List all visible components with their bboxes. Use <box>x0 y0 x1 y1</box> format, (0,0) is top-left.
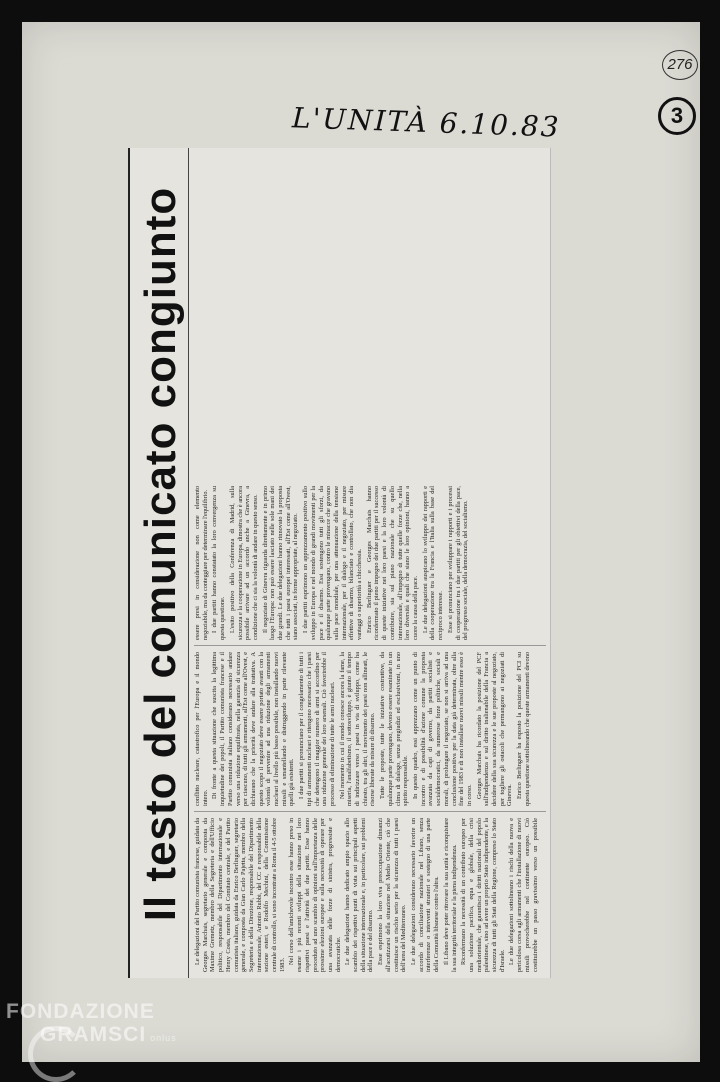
article-paragraph: Le due delegazioni considerano necessario favorire un accordo di conciliazione nazionale nel Libano, senza interferenze o interventi stranieri e sostegno di una parte della Comunità libanese contro l'altra. <box>409 818 441 972</box>
article-paragraph: Nel corso dell'amichevole incontro esse hanno preso in esame i più recenti sviluppi della situazione nei loro rispettivi paesi e l'attività dei due partiti. Esse hanno proceduto ad uno scambio di opinioni sull'importanza delle prossime elezioni europee e sulla necessità di operare per una avanzata delle forze di sinistra, progressiste e democratiche. <box>288 818 342 972</box>
watermark-line-1: FONDAZIONE <box>6 1000 155 1023</box>
clipping-headline: Il testo del comunicato congiunto <box>136 186 185 922</box>
article-paragraph: Esse esprimono la loro viva preoccupazione dinnanzi all'acutizzarsi della situazione nel Medio Oriente, ciò che costituisce un rischio serio per la sicurezza di tutti i paesi dell'area del Mediterraneo. <box>377 818 408 972</box>
article-paragraph: Enrico Berlinguer e Georges Marchais hanno riconfermato il pieno impegno dei due partiti per il successo di queste iniziative nei loro paesi e la loro volontà di contribuire, sia sul piano nazionale che su quello internazionale, all'impegno di tutte quelle forze che, nella loro diversità e quali che siano le loro opinioni, hanno a cuore la causa della pace. <box>365 486 419 640</box>
article-paragraph: Le due delegazioni hanno dedicato ampio spazio allo scambio dei rispettivi punti di vista sui principali aspetti della situazione internazionale e, in particolare, sui problemi della pace e del disarmo. <box>344 818 375 972</box>
article-paragraph: Di fronte a questa situazione che suscita la legittima inquietudine dei popoli, il Partito comunista francese e il Partito comunista italiano considerano necessario andare verso una riduzione equilibrata, nella garanzia di sicurezza per ciascuno, di tutti gli armamenti, all'Est come all'Ovest, e dichiarano che la priorità deve andare alla trattativa. A questo scopo il negoziato deve essere portato avanti con la volontà di pervenire ad una riduzione degli armamenti nucleari al livello più basso possibile, non installando nuovi missili e smantellando e distruggendo in parte rilevante quelli già esistenti. <box>211 652 296 806</box>
fondazione-gramsci-watermark <box>6 1000 177 1050</box>
handwritten-source-note: L'UNITÀ 6.10.83 <box>291 101 562 144</box>
article-paragraph: I due partiti esprimono un apprezzamento positivo sullo sviluppo in Europa e nel mondo di grandi movimenti per la pace e il disarmo. Essi sostengono tutti gli sforzi, da qualunque parte provengano, contro le minacce che gravano sulla pace mondiale, per una attenuazione della tensione internazionale, per il dialogo e il negoziato, per misure effettive di disarmo, bilanciato e controllato, che non dia vantaggi o superiorità a chicchessia. <box>302 486 364 640</box>
article-paragraph: Il negoziato di Ginevra riguarda direttamente e in primo luogo l'Europa: non può essere lasciato nelle sole mani dei due grandi. Le due delegazioni hanno rinnovato la proposta che tutti i paesi europei interessati, all'Est come all'Ovest, siano associati, in forme appropriate, al negoziato. <box>261 486 300 640</box>
article-paragraph: Nel momento in cui il mondo conosce ancora la fame, la miseria, l'analfabetismo, il sottosviluppo, è giunto il tempo di indirizzare verso i paesi in via di sviluppo, come ha chiesto, tra gli altri, il movimento dei paesi non allineati, le risorse liberate da misure di disarmo. <box>338 652 377 806</box>
article-paragraph: Riconfermano la necessità di un contributo europeo per una soluzione pacifica, equa e globale, della crisi mediorientale, che garantisca i diritti nazionali del popolo palestinese, sino ad avere un proprio Stato indipendente, e la sicurezza di tutti gli Stati della Regione, compreso lo Stato d'Israele. <box>460 818 506 972</box>
page-marker: 3 <box>658 97 696 135</box>
archive-number: 276 <box>662 50 698 80</box>
article-paragraph: Enrico Berlinguer ha esposto la posizione del PCI su questa questione sottolineando che queste armamenti devono essere presi in considerazione non come elemento negoziabile, ma da conteggiare per determinare l'equilibrio. <box>194 486 531 806</box>
article-paragraph: Le due delegazioni sottolineano i rischi della nuova e pericolosa corsa agli armamenti che l'installazione di nuovi missili provocherebbe nel continente europeo. Ciò costituirebbe un passo gravissimo verso un possibile conflitto nucleare, catastrofico per l'Europa e il mondo intero. <box>194 652 539 972</box>
article-paragraph: Le due delegazioni auspicano lo sviluppo dei rapporti e della cooperazione tra la Francia e l'Italia sulla base del reciproco interesse. <box>421 486 445 640</box>
article-paragraph: Esse si pronunciano per sviluppare i rapporti e i processi di cooperazione tra i due partiti per gli obiettivi della pace, del progresso sociale, della democrazia, del socialismo. <box>446 486 470 640</box>
watermark-onlus: onlus <box>150 1033 177 1043</box>
article-paragraph: Le delegazioni del Partito comunista francese, guidata da Georges Marchais, segretario generale e composta da Maxime Gremetz, membro della Segreteria e dell'Ufficio politico, responsabile del Dipartimento internazionale e Henry Costa, membro del Comitato centrale, e del Partito comunista italiano, guidata da Enrico Berlinguer, segretario generale, e composta da Gian Carlo Pajetta, membro della Segreteria e della Direzione, responsabile del Dipartimento internazionale, Antonio Rubbi, del CC e responsabile della sezione esteri, e Rodolfo Mechini, della Commissione centrale di controllo, si sono incontrate a Roma il 4-5 ottobre 1983. <box>194 818 286 972</box>
clipping-rotated-content <box>130 148 550 978</box>
article-paragraph: Il Libano deve poter ritrovare la sua unità e riconquistare la sua integrità territoriale e la piena indipendenza. <box>442 818 458 972</box>
watermark-line-2 <box>40 1023 177 1050</box>
article-paragraph: I due partiti si pronunciano per il congelamento di tutti i tipi di armamenti nucleari e ritengono necessario che i paesi che detengono il maggior numero di armi si accordino per una riduzione generale dei loro arsenali. Ciò favorirebbe il processo di eliminazione di tutte le armi nucleari. <box>298 652 336 806</box>
article-paragraph: I due partiti hanno constatato la loro convergenza su questa questione. <box>211 486 227 640</box>
headline-rule <box>188 148 189 978</box>
article-paragraph: Georges Marchais ha ricordato la posizione del PCF sull'indipendenza e sul diritto inalienabile della Francia a decidere della sua sicurezza e le sue proposte al negoziato, per togliere gli ostacoli che permangono ai negoziati di Ginevra. <box>475 652 514 806</box>
newspaper-clipping <box>128 148 550 978</box>
article-paragraph: L'esito positivo della Conferenza di Madrid, sulla sicurezza e la cooperazione in Europa, dimostra che è ancora possibile arrivare ad un accordo anche a Ginevra, a condizione che ci sia la volontà di andare in questo senso. <box>228 486 259 640</box>
watermark-gramsci: GRAMSCI <box>40 1023 147 1046</box>
article-paragraph: Tutte le proposte, tutte le iniziative costruttive, da qualunque parte provengano, devono essere esaminate in un clima di dialogo, senza pregiudizi ed esclusivismi, in uno spirito responsabile. <box>379 652 410 806</box>
article-body <box>194 154 546 972</box>
article-paragraph: In questo quadro, essi apprezzano come un punto di incontro e di possibilità d'azione comune la proposta avanzata da capi di governo, da partiti socialisti e socialdemocratici, da numerose forze politiche, sociali e morali, di prolungare il negoziato, se non si arriva ad una conclusione positiva per la data già determinata, oltre alla fine del 1983 e di non installare nuovi missili mentre esso è in corso. <box>411 652 473 806</box>
